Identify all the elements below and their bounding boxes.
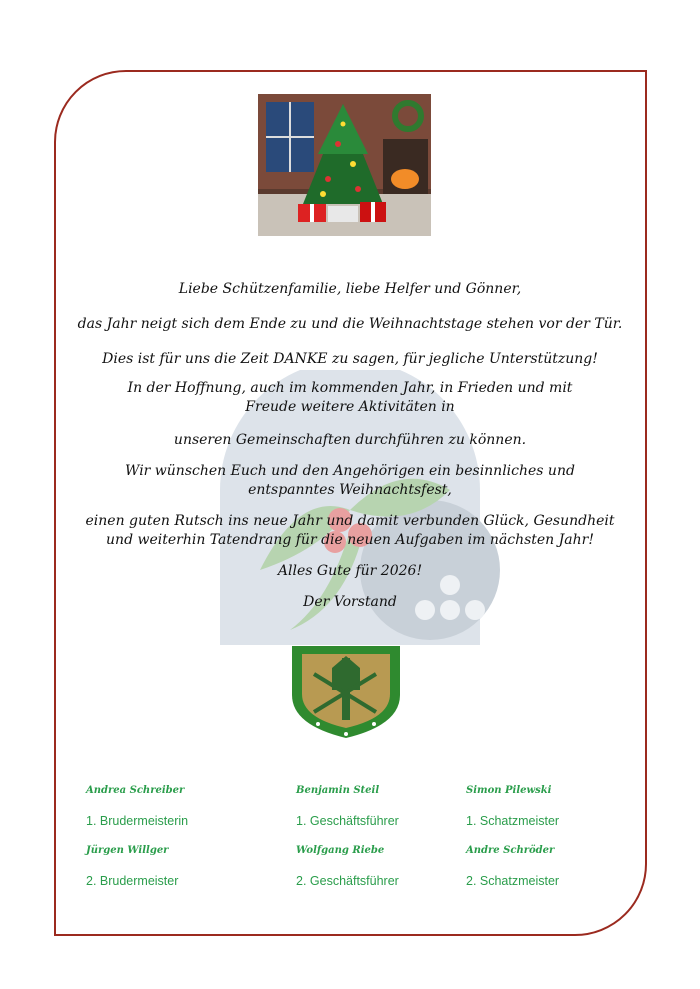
christmas-tree-image xyxy=(258,94,431,236)
signature-role: 1. Geschäftsführer xyxy=(296,814,399,828)
signature-role: 2. Schatzmeister xyxy=(466,874,560,888)
club-crest-image xyxy=(288,640,404,740)
greeting-line: Alles Gute für 2026! xyxy=(277,563,423,579)
signature-name: Benjamin Steil xyxy=(296,785,380,796)
greeting-line: Der Vorstand xyxy=(303,594,397,610)
greeting-line: Liebe Schützenfamilie, liebe Helfer und Gönner, xyxy=(178,281,522,297)
greeting-line: das Jahr neigt sich dem Ende zu und die Weihnachtstage stehen vor der Tür. xyxy=(77,316,623,332)
signature-name: Wolfgang Riebe xyxy=(296,845,385,856)
greeting-line: Wir wünschen Euch und den Angehörigen ein besinnliches und entspanntes Weihnachtsfest, xyxy=(125,463,575,498)
greeting-line: unseren Gemeinschaften durchführen zu können. xyxy=(173,432,527,448)
signature-role: 1. Brudermeisterin xyxy=(86,814,189,828)
signature-name: Andre Schröder xyxy=(466,845,555,856)
signature-name: Jürgen Willger xyxy=(86,845,169,856)
signature-name: Simon Pilewski xyxy=(466,785,552,796)
signature-name: Andrea Schreiber xyxy=(86,785,185,796)
greeting-text xyxy=(70,280,630,612)
greeting-line: In der Hoffnung, auch im kommenden Jahr, in Frieden und mit Freude weitere Aktivitäten in xyxy=(127,380,573,415)
signature-role: 2. Geschäftsführer xyxy=(296,874,399,888)
signature-role: 2. Brudermeister xyxy=(86,874,179,888)
signature-role: 1. Schatzmeister xyxy=(466,814,560,828)
greeting-line: einen guten Rutsch ins neue Jahr und damit verbunden Glück, Gesundheit und weiterhin Tatendrang für die neuen Aufgaben im nächsten Jahr! xyxy=(85,513,615,548)
greeting-line: Dies ist für uns die Zeit DANKE zu sagen, für jegliche Unterstützung! xyxy=(102,351,598,367)
